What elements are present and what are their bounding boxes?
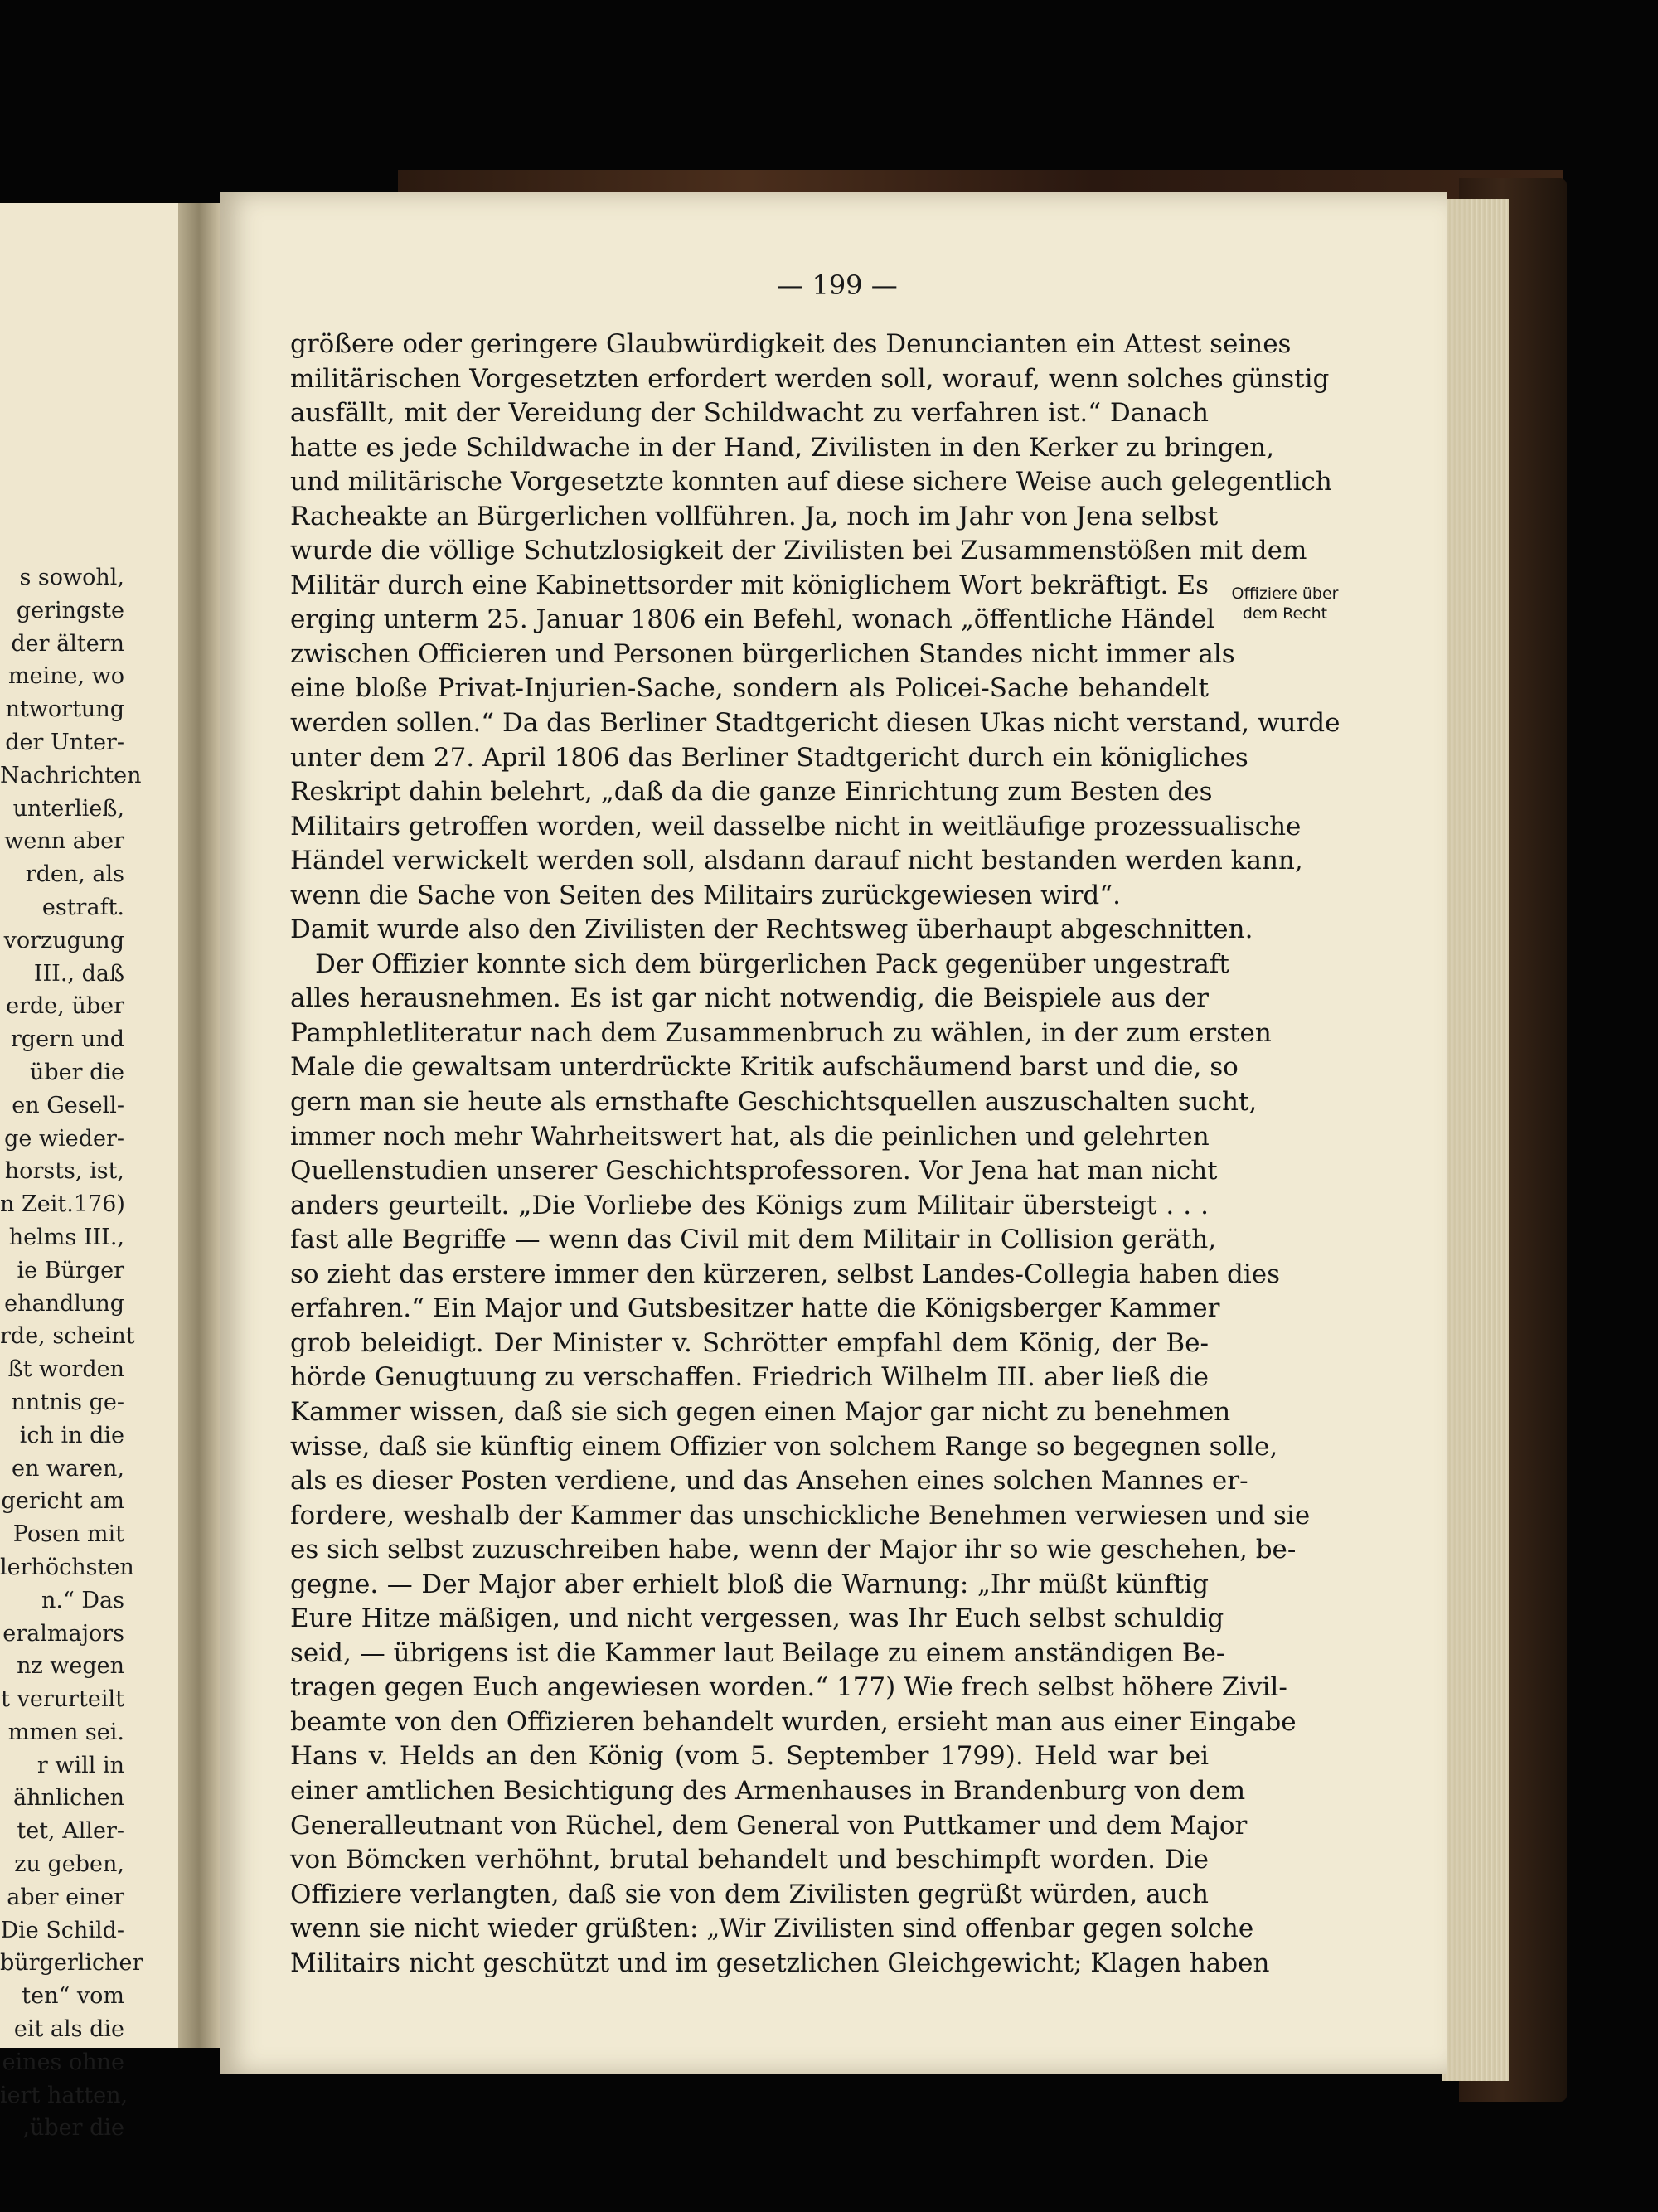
text-line: und militärische Vorgesetzte konnten auf diese sichere Weise auch gelegentlich bbox=[290, 467, 1332, 497]
left-text-line: iert hatten, bbox=[0, 2082, 128, 2108]
text-line: als es dieser Posten verdiene, und das Ansehen eines solchen Mannes er- bbox=[290, 1466, 1248, 1496]
left-text-line: ie Bürger bbox=[17, 1257, 124, 1283]
left-text-line: geringste bbox=[16, 597, 124, 623]
left-text-line: mmen sei. bbox=[7, 1719, 124, 1745]
left-text-line: ßt worden bbox=[7, 1356, 124, 1383]
text-line: Kammer wissen, daß sie sich gegen einen Major gar nicht zu benehmen bbox=[290, 1396, 1231, 1427]
margin-note-line: Offiziere über bbox=[1231, 585, 1339, 603]
text-line: werden sollen.“ Da das Berliner Stadtgericht diesen Ukas nicht verstand, wurde bbox=[290, 708, 1340, 739]
page-edges bbox=[1442, 199, 1509, 2081]
left-page bbox=[0, 203, 178, 2142]
text-line: so zieht das erstere immer den kürzeren, selbst Landes-Collegia haben dies bbox=[290, 1259, 1281, 1289]
left-page-text bbox=[0, 561, 143, 2145]
left-text-line: estraft. bbox=[41, 894, 124, 920]
left-text-line: nntnis ge- bbox=[11, 1389, 124, 1415]
text-line: wenn sie nicht wieder grüßten: „Wir Zivilisten sind offenbar gegen solche bbox=[290, 1914, 1254, 1944]
text-line: seid, — übrigens ist die Kammer laut Beilage zu einem anständigen Be- bbox=[290, 1637, 1225, 1668]
left-text-line: Die Schild- bbox=[0, 1917, 124, 1943]
left-text-line: en Gesell- bbox=[12, 1092, 124, 1118]
text-line: gegne. — Der Major aber erhielt bloß die Warnung: „Ihr müßt künftig bbox=[290, 1569, 1209, 1599]
text-line: unter dem 27. April 1806 das Berliner Stadtgericht durch ein königliches bbox=[290, 742, 1248, 773]
text-line: eine bloße Privat-Injurien-Sache, sondern als Policei-Sache behandelt bbox=[290, 673, 1209, 704]
left-text-line: nz wegen bbox=[17, 1653, 124, 1680]
left-text-line: eit als die bbox=[13, 2016, 124, 2043]
margin-note-line: dem Recht bbox=[1242, 604, 1328, 623]
left-text-line: rden, als bbox=[25, 861, 124, 888]
left-text-line: wenn aber bbox=[4, 828, 124, 855]
text-line: Der Offizier konnte sich dem bürgerlichen Pack gegenüber ungestraft bbox=[315, 948, 1229, 979]
left-text-line: erde, über bbox=[6, 993, 124, 1020]
text-line: alles herausnehmen. Es ist gar nicht notwendig, die Beispiele aus der bbox=[290, 983, 1209, 1014]
left-text-line: ich in die bbox=[19, 1422, 124, 1448]
text-line: Militairs nicht geschützt und im gesetzlichen Gleichgewicht; Klagen haben bbox=[290, 1948, 1270, 1978]
left-text-line: gericht am bbox=[1, 1488, 124, 1515]
text-line: Offiziere verlangten, daß sie von dem Zivilisten gegrüßt würden, auch bbox=[290, 1879, 1209, 1909]
text-line: tragen gegen Euch angewiesen worden.“ 177) Wie frech selbst höhere Zivil- bbox=[290, 1672, 1287, 1703]
text-line: wisse, daß sie künftig einem Offizier von solchem Range so begegnen solle, bbox=[290, 1431, 1278, 1462]
left-text-line: über die bbox=[29, 1059, 124, 1085]
left-text-line: en waren, bbox=[11, 1455, 124, 1482]
left-text-line: zu geben, bbox=[14, 1851, 124, 1878]
text-line: ausfällt, mit der Vereidung der Schildwacht zu verfahren ist.“ Danach bbox=[290, 398, 1209, 429]
left-text-line: r will in bbox=[36, 1752, 124, 1778]
text-line: fordere, weshalb der Kammer das unschickliche Benehmen verwiesen und sie bbox=[290, 1500, 1311, 1530]
left-text-line: vorzugung bbox=[3, 927, 124, 953]
text-line: einer amtlichen Besichtigung des Armenhauses in Brandenburg von dem bbox=[290, 1775, 1246, 1806]
left-text-line: bürgerlicher bbox=[0, 1950, 143, 1977]
left-text-line: ten“ vom bbox=[22, 1983, 124, 2010]
text-line: von Bömcken verhöhnt, brutal behandelt und beschimpft worden. Die bbox=[290, 1845, 1209, 1875]
left-text-line: ntwortung bbox=[5, 696, 124, 723]
text-line: gern man sie heute als ernsthafte Geschichtsquellen auszuschalten sucht, bbox=[290, 1087, 1258, 1118]
text-line: Quellenstudien unserer Geschichtsprofessoren. Vor Jena hat man nicht bbox=[290, 1156, 1218, 1186]
text-line: Damit wurde also den Zivilisten der Rechtsweg überhaupt abgeschnitten. bbox=[290, 914, 1253, 945]
text-line: hatte es jede Schildwache in der Hand, Zivilisten in den Kerker zu bringen, bbox=[290, 432, 1275, 463]
text-line: anders geurteilt. „Die Vorliebe des Königs zum Militair übersteigt . . . bbox=[290, 1190, 1209, 1220]
text-line: fast alle Begriffe — wenn das Civil mit dem Militair in Collision geräth, bbox=[290, 1225, 1217, 1255]
text-line: erfahren.“ Ein Major und Gutsbesitzer hatte die Königsberger Kammer bbox=[290, 1293, 1220, 1324]
left-text-line: der Unter- bbox=[5, 729, 124, 755]
text-line: Generalleutnant von Rüchel, dem General von Puttkamer und dem Major bbox=[290, 1810, 1248, 1841]
text-line: beamte von den Offizieren behandelt wurden, ersieht man aus einer Eingabe bbox=[290, 1706, 1297, 1737]
left-text-line: s sowohl, bbox=[19, 565, 124, 590]
left-text-line: lerhöchsten bbox=[0, 1554, 134, 1580]
text-line: immer noch mehr Wahrheitswert hat, als die peinlichen und gelehrten bbox=[290, 1121, 1210, 1152]
margin-note bbox=[1219, 584, 1351, 623]
left-text-line: der ältern bbox=[11, 630, 124, 657]
left-text-line: rgern und bbox=[10, 1026, 124, 1053]
left-text-line: eralmajors bbox=[2, 1620, 124, 1647]
left-text-line: ähnlichen bbox=[12, 1785, 124, 1812]
text-line: Reskript dahin belehrt, „daß da die ganze Einrichtung zum Besten des bbox=[290, 777, 1213, 808]
text-line: es sich selbst zuzuschreiben habe, wenn der Major ihr so wie geschehen, be- bbox=[290, 1535, 1297, 1565]
text-line: Racheakte an Bürgerlichen vollführen. Ja, noch im Jahr von Jena selbst bbox=[290, 501, 1219, 531]
left-text-line: ehandlung bbox=[4, 1290, 124, 1317]
left-text-line: unterließ, bbox=[12, 795, 124, 822]
page-number: — 199 — bbox=[777, 269, 898, 301]
left-text-line: Nachrichten bbox=[0, 762, 142, 788]
left-text-line: meine, wo bbox=[7, 663, 124, 690]
text-line: wurde die völlige Schutzlosigkeit der Zivilisten bei Zusammenstößen mit dem bbox=[290, 536, 1307, 566]
left-text-line: n.“ Das bbox=[41, 1587, 124, 1613]
left-text-line: eines ohne bbox=[2, 2049, 124, 2075]
text-line: Male die gewaltsam unterdrückte Kritik aufschäumend barst und die, so bbox=[290, 1052, 1239, 1083]
left-text-line: Posen mit bbox=[12, 1521, 124, 1548]
text-line: Militairs getroffen worden, weil dasselbe nicht in weitläufige prozessualische bbox=[290, 811, 1302, 842]
left-text-line: n Zeit.176) bbox=[0, 1191, 125, 1218]
text-line: Eure Hitze mäßigen, und nicht vergessen, was Ihr Euch selbst schuldig bbox=[290, 1603, 1224, 1634]
text-line: wenn die Sache von Seiten des Militairs zurückgewiesen wird“. bbox=[290, 880, 1121, 910]
left-text-line: ge wieder- bbox=[4, 1125, 124, 1152]
text-line: größere oder geringere Glaubwürdigkeit des Denuncianten ein Attest seines bbox=[290, 329, 1292, 359]
book-gutter bbox=[178, 203, 220, 2048]
text-line: Pamphletliteratur nach dem Zusammenbruch zu wählen, in der zum ersten bbox=[290, 1017, 1272, 1048]
left-text-line: tet, Aller- bbox=[17, 1818, 124, 1845]
left-text-line: aber einer bbox=[7, 1884, 124, 1910]
left-text-line: horsts, ist, bbox=[4, 1158, 124, 1185]
left-text-line: ,über die bbox=[22, 2115, 124, 2142]
left-text-line: III., daß bbox=[33, 960, 124, 987]
text-line: hörde Genugtuung zu verschaffen. Friedrich Wilhelm III. aber ließ die bbox=[290, 1362, 1209, 1393]
text-line: grob beleidigt. Der Minister v. Schrötter empfahl dem König, der Be- bbox=[290, 1327, 1209, 1358]
text-line: Militär durch eine Kabinettsorder mit königlichem Wort bekräftigt. Es bbox=[290, 570, 1209, 600]
text-line: erging unterm 25. Januar 1806 ein Befehl, wonach „öffentliche Händel bbox=[290, 604, 1215, 635]
left-text-line: rde, scheint bbox=[0, 1323, 135, 1350]
left-text-line: t verurteilt bbox=[1, 1686, 124, 1713]
text-line: zwischen Officieren und Personen bürgerlichen Standes nicht immer als bbox=[290, 638, 1235, 669]
text-line: Händel verwickelt werden soll, alsdann darauf nicht bestanden werden kann, bbox=[290, 846, 1303, 876]
text-line: militärischen Vorgesetzten erfordert werden soll, worauf, wenn solches günstig bbox=[290, 363, 1330, 394]
text-line: Hans v. Helds an den König (vom 5. September 1799). Held war bei bbox=[290, 1741, 1209, 1772]
left-text-line: helms III., bbox=[8, 1224, 124, 1250]
